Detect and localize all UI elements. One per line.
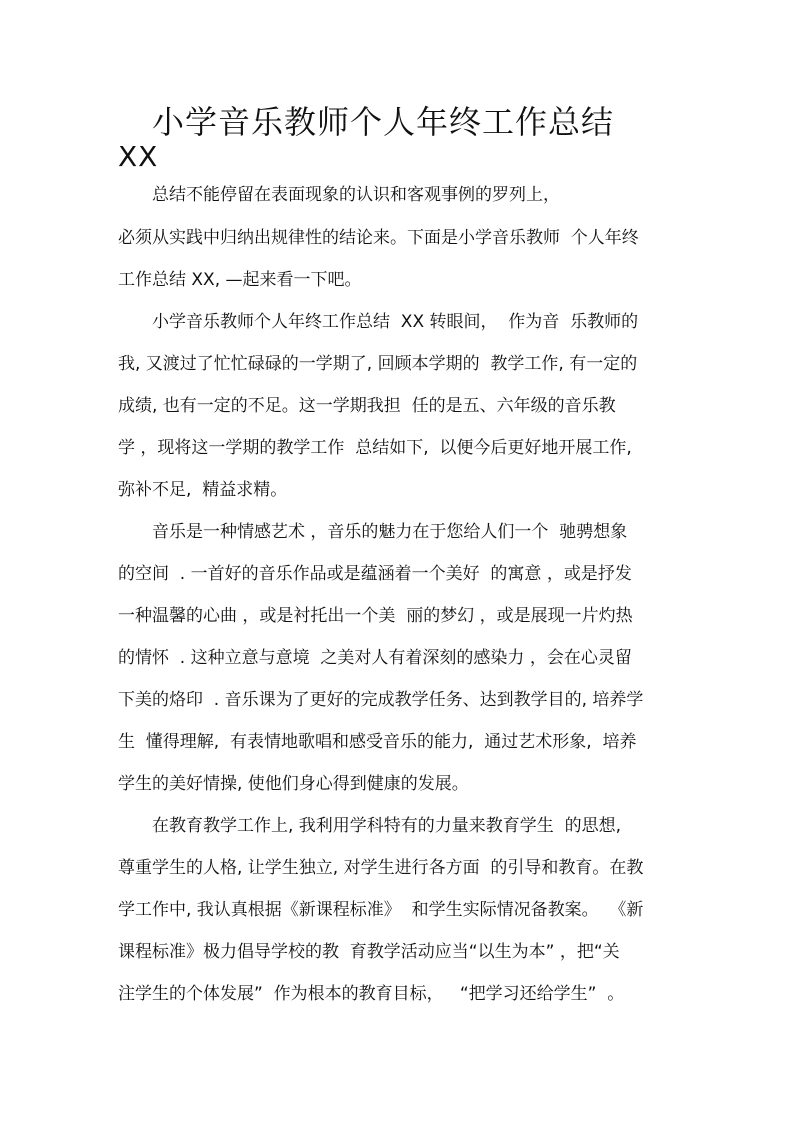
body-line: 下美的烙印 . 音乐课为了更好的完成教学任务、达到教学目的, 培养学 [118, 690, 644, 710]
document-title [118, 100, 678, 172]
body-line: 学工作中, 我认真根据《新课程标准》 和学生实际情况备教案。 《新 [118, 900, 644, 920]
body-line: 课程标准》极力倡导学校的教 育教学活动应当“以生为本” ，把“关 [118, 942, 620, 962]
body-line: 的情怀 . 这种立意与意境 之美对人有着深刻的感染力 ，会在心灵留 [118, 648, 632, 668]
body-line: 学生的美好情操, 使他们身心得到健康的发展。 [118, 774, 469, 794]
body-line: 在教育教学工作上, 我利用学科特有的力量来教育学生 的思想, [118, 816, 622, 836]
body-line: 注学生的个体发展” 作为根本的教育目标， “把学习还给学生” 。 [118, 984, 625, 1004]
body-line: 一种温馨的心曲 ，或是衬托出一个美 丽的梦幻 ，或是展现一片灼热 [118, 606, 633, 626]
body-line: 工作总结 XX, —起来看一下吧。 [118, 270, 362, 290]
body-line: 总结不能停留在表面现象的认识和客观事例的罗列上， [118, 185, 560, 205]
body-line: 生 懂得理解, 有表情地歌唱和感受音乐的能力, 通过艺术形象, 培养 [118, 732, 637, 752]
body-line: 必须从实践中归纳出规律性的结论来。下面是小学音乐教师 个人年终 [118, 228, 639, 248]
title-line-2: XX [118, 140, 159, 173]
body-line: 弥补不足, 精益求精。 [118, 480, 288, 500]
title-line-1: 小学音乐教师个人年终工作总结 [152, 103, 615, 141]
body-line: 我, 又渡过了忙忙碌碌的一学期了, 回顾本学期的 教学工作, 有一定的 [118, 354, 638, 374]
body-line: 小学音乐教师个人年终工作总结 XX 转眼间， 作为音 乐教师的 [118, 312, 639, 332]
body-line: 的空间 . 一首好的音乐作品或是蕴涵着一个美好 的寓意 ，或是抒发 [118, 564, 632, 584]
body-line: 成绩, 也有一定的不足。这一学期我担 任的是五、六年级的音乐教 [118, 396, 616, 416]
body-line: 尊重学生的人格, 让学生独立, 对学生进行各方面 的引导和教育。在教 [118, 858, 644, 878]
body-line: 学 ，现将这一学期的教学工作 总结如下, 以便今后更好地开展工作, [118, 438, 632, 458]
body-line: 音乐是一种情感艺术 ，音乐的魅力在于您给人们一个 驰骋想象 [118, 522, 628, 542]
